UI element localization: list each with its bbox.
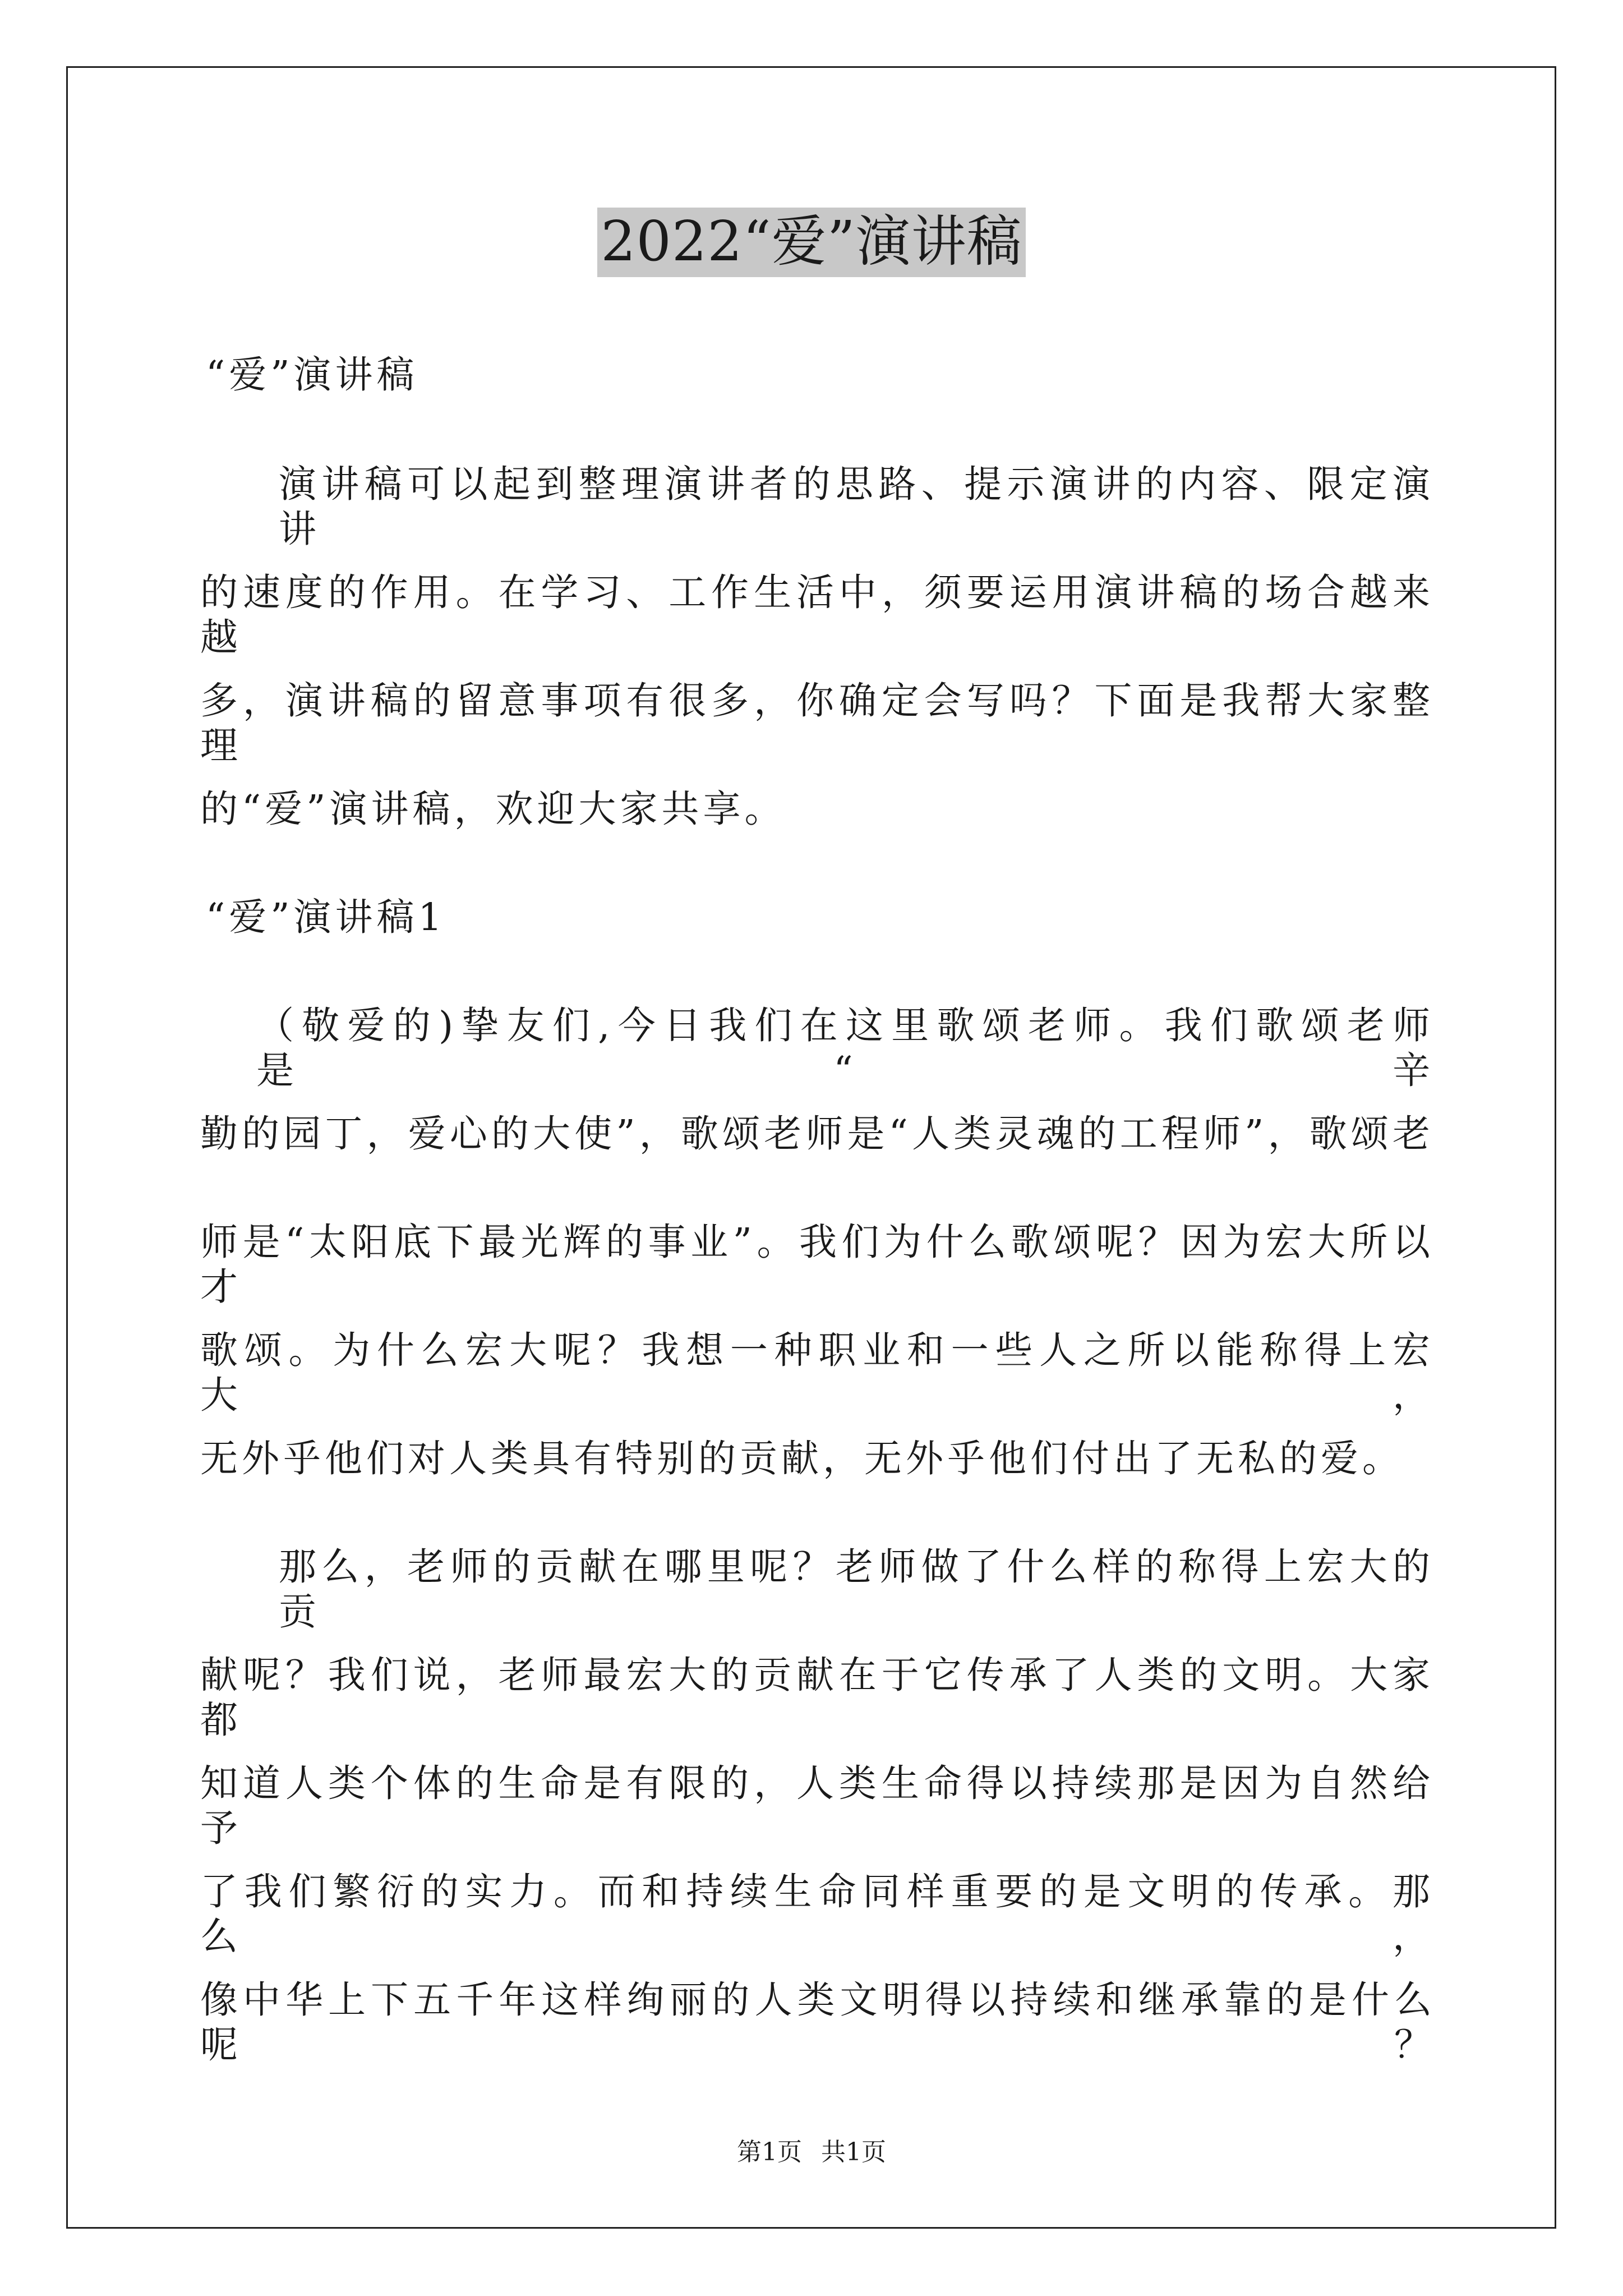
paragraph-line: 师是“太阳底下最光辉的事业”。我们为什么歌颂呢？因为宏大所以才 [200,1220,1434,1309]
paragraph-line: 那么，老师的贡献在哪里呢？老师做了什么样的称得上宏大的贡 [279,1545,1434,1634]
page-footer [0,2138,1623,2166]
section-heading: “爱”演讲稿1 [206,895,446,939]
paragraph-line: 了我们繁衍的实力。而和持续生命同样重要的是文明的传承。那么， [200,1870,1434,1958]
intro-line: 的“爱”演讲稿，欢迎大家共享。 [200,787,786,831]
paragraph-line: 知道人类个体的生命是有限的，人类生命得以持续那是因为自然给予 [200,1761,1434,1850]
page-number-total: 共1页 [821,2138,886,2166]
intro-line: 多，演讲稿的留意事项有很多，你确定会写吗？下面是我帮大家整理 [200,679,1434,767]
paragraph-line: 无外乎他们对人类具有特别的贡献，无外乎他们付出了无私的爱。 [200,1437,1404,1480]
paragraph-line: 献呢？我们说，老师最宏大的贡献在于它传承了人类的文明。大家都 [200,1653,1434,1742]
document-title-block [0,208,1623,277]
paragraph-line: 像中华上下五千年这样绚丽的人类文明得以持续和继承靠的是什么呢？ [200,1978,1434,2067]
document-subtitle: “爱”演讲稿 [206,353,418,397]
intro-line: 的速度的作用。在学习、工作生活中，须要运用演讲稿的场合越来越 [200,570,1434,659]
intro-line: 演讲稿可以起到整理演讲者的思路、提示演讲的内容、限定演讲 [279,462,1434,551]
paragraph-line: 勤的园丁，爱心的大使”，歌颂老师是“人类灵魂的工程师”，歌颂老 [200,1112,1434,1156]
paragraph-line: 歌颂。为什么宏大呢？我想一种职业和一些人之所以能称得上宏大， [200,1328,1434,1417]
page-number-current: 第1页 [737,2138,802,2166]
document-title: 2022“爱”演讲稿 [597,208,1026,277]
paragraph-line: （敬爱的)挚友们,今日我们在这里歌颂老师。我们歌颂老师是“辛 [256,1004,1434,1092]
